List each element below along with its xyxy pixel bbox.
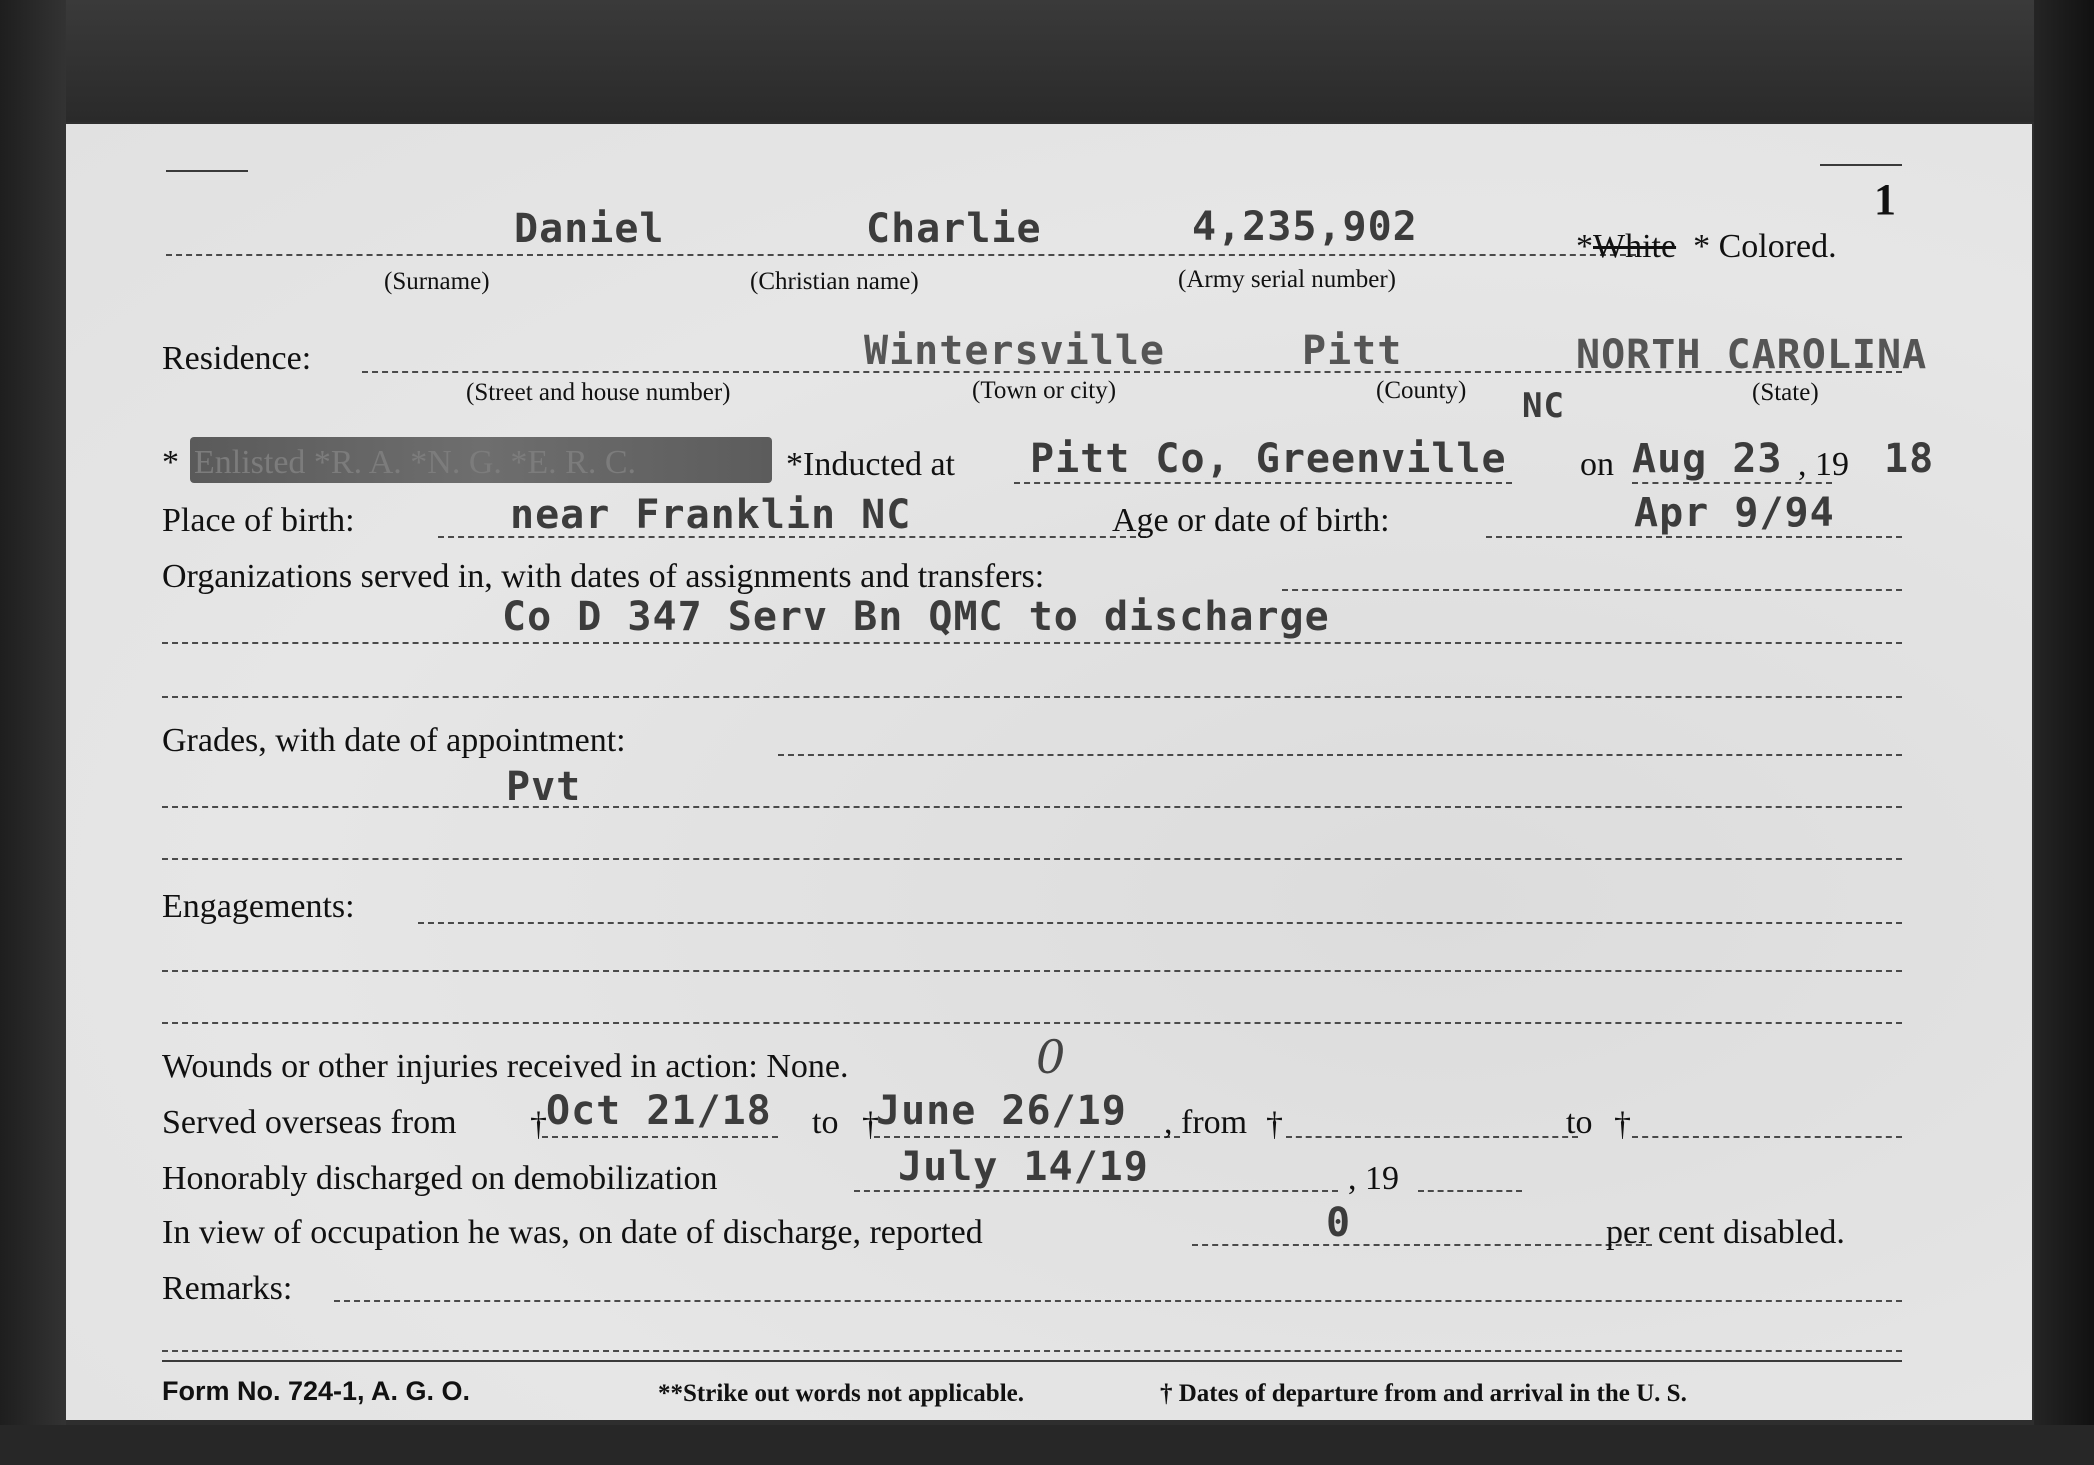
- scan-background-bottom: [0, 1425, 2094, 1465]
- caption-street: (Street and house number): [466, 379, 731, 406]
- residence-state: NORTH CAROLINA: [1576, 332, 1928, 378]
- enlisted-options: Enlisted *R. A. *N. G. *E. R. C.: [194, 444, 637, 481]
- caption-serial-number: (Army serial number): [1178, 266, 1396, 293]
- engagements-label: Engagements:: [162, 888, 355, 925]
- dagger-mark: †: [1160, 1380, 1173, 1407]
- race-colored: Colored.: [1718, 228, 1837, 265]
- footer-note-strike-text: *Strike out words not applicable.: [670, 1380, 1025, 1407]
- christian-name-value: Charlie: [866, 206, 1042, 252]
- date-of-birth-value: Apr 9/94: [1634, 490, 1835, 536]
- overseas-to-label: to: [812, 1104, 839, 1141]
- grades-line-2: [162, 806, 1902, 808]
- disability-suffix: per cent disabled.: [1606, 1214, 1845, 1251]
- caption-state: (State): [1752, 379, 1819, 406]
- scan-background-left: [0, 0, 66, 1465]
- grades-entry: Pvt: [506, 764, 582, 810]
- inducted-label: *Inducted at: [786, 446, 955, 483]
- residence-label: Residence:: [162, 340, 312, 377]
- grades-label: Grades, with date of appointment:: [162, 722, 626, 759]
- grades-line-1: [778, 754, 1902, 756]
- asterisk-mark: *: [1576, 228, 1593, 265]
- card-number: 1: [1874, 175, 1896, 224]
- residence-town: Wintersville: [864, 328, 1165, 374]
- overseas-from-date: Oct 21/18: [546, 1088, 772, 1134]
- induction-date: Aug 23: [1632, 436, 1783, 482]
- footer-note-strike: [658, 1380, 1024, 1408]
- overseas-to-date: June 26/19: [876, 1088, 1127, 1134]
- discharge-year-prefix: , 19: [1348, 1160, 1399, 1197]
- residence-state-abbrev: NC: [1522, 386, 1565, 426]
- organizations-line-2: [162, 642, 1902, 644]
- engagements-line-2: [162, 970, 1902, 972]
- caption-town: (Town or city): [972, 377, 1117, 404]
- footer-rule: [162, 1360, 1902, 1362]
- wounds-value: None.: [766, 1048, 849, 1085]
- engagements-line-3: [162, 1022, 1902, 1024]
- organizations-line-1: [1282, 589, 1902, 591]
- organizations-label: Organizations served in, with dates of assignments and transfers:: [162, 558, 1045, 595]
- dagger-mark-2: †: [862, 1106, 879, 1143]
- disability-line: [1192, 1244, 1652, 1246]
- corner-rule-right: [1820, 164, 1902, 166]
- induction-year-prefix: , 19: [1798, 446, 1849, 483]
- induction-place: Pitt Co, Greenville: [1030, 436, 1507, 482]
- discharge-year-line: [1418, 1190, 1522, 1192]
- disability-value: 0: [1326, 1200, 1352, 1246]
- dagger-mark-1: †: [530, 1106, 547, 1143]
- place-of-birth-value: near Franklin NC: [510, 492, 912, 538]
- caption-christian-name: (Christian name): [750, 268, 919, 295]
- discharge-label: Honorably discharged on demobilization: [162, 1160, 718, 1197]
- overseas-to2-line: [1632, 1136, 1902, 1138]
- induction-year-suffix: 18: [1884, 436, 1935, 482]
- overseas-to2-label: to: [1566, 1104, 1593, 1141]
- scan-background-right: [2034, 0, 2094, 1465]
- serial-number-value: 4,235,902: [1192, 204, 1418, 250]
- overseas-label: Served overseas from: [162, 1104, 457, 1141]
- race-options: [1576, 228, 1837, 266]
- wounds-handwritten-mark: 0: [1036, 1030, 1066, 1084]
- disability-label: In view of occupation he was, on date of discharge, reported: [162, 1214, 983, 1251]
- caption-county: (County): [1376, 377, 1467, 404]
- discharge-date: July 14/19: [898, 1144, 1149, 1190]
- footer-note-dates: [1160, 1380, 1687, 1408]
- engagements-line-1: [418, 922, 1902, 924]
- race-white: White: [1593, 228, 1677, 265]
- organizations-line-3: [162, 696, 1902, 698]
- overseas-from-line: [542, 1136, 778, 1138]
- organizations-entry: Co D 347 Serv Bn QMC to discharge: [502, 594, 1330, 640]
- induction-place-line: [1014, 482, 1512, 484]
- wounds-label-text: Wounds or other injuries received in action:: [162, 1048, 758, 1085]
- age-label: Age or date of birth:: [1112, 502, 1390, 539]
- on-label: on: [1580, 446, 1614, 483]
- overseas-from2-label: , from: [1164, 1104, 1248, 1141]
- overseas-to-line: [874, 1136, 1180, 1138]
- caption-surname: (Surname): [384, 268, 490, 295]
- form-number: Form No. 724-1, A. G. O.: [162, 1376, 471, 1406]
- footer-note-dates-text: Dates of departure from and arrival in the U. S.: [1178, 1380, 1687, 1407]
- grades-line-3: [162, 858, 1902, 860]
- asterisk-mark: *: [1693, 228, 1711, 265]
- scan-background-top: [0, 0, 2094, 122]
- enlisted-asterisk: *: [162, 444, 179, 481]
- remarks-line-1: [334, 1300, 1902, 1302]
- remarks-line-2: [162, 1350, 1902, 1352]
- service-record-card: [66, 124, 2032, 1420]
- dagger-mark-3: †: [1266, 1106, 1283, 1143]
- asterisk-mark: *: [658, 1380, 671, 1407]
- corner-rule-left: [166, 170, 248, 172]
- residence-county: Pitt: [1302, 328, 1403, 374]
- overseas-from2-line: [1286, 1136, 1578, 1138]
- dagger-mark-4: †: [1614, 1106, 1631, 1143]
- surname-value: Daniel: [514, 206, 665, 252]
- remarks-label: Remarks:: [162, 1270, 293, 1307]
- discharge-line: [854, 1190, 1338, 1192]
- name-line: [166, 254, 1636, 256]
- place-of-birth-label: Place of birth:: [162, 502, 355, 539]
- age-line: [1486, 536, 1902, 538]
- wounds-label: [162, 1048, 849, 1086]
